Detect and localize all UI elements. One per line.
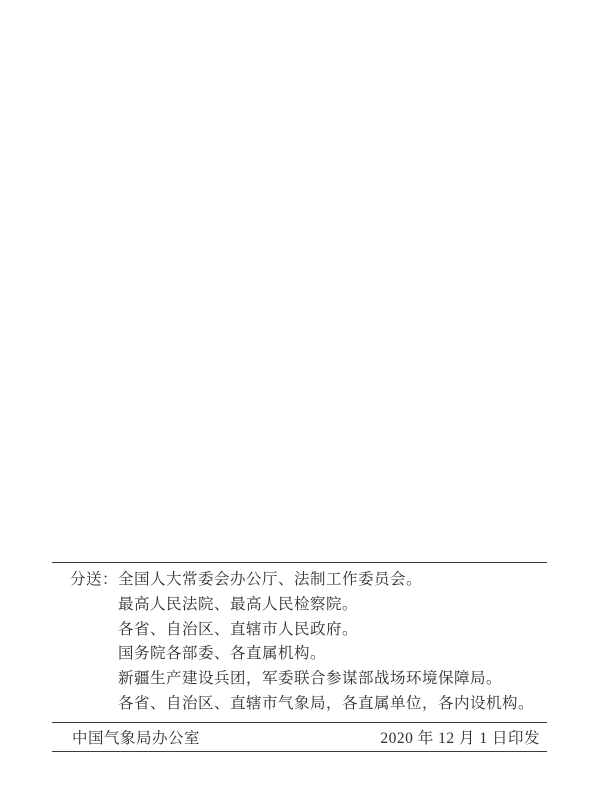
distribution-row	[52, 568, 547, 717]
distribution-block	[52, 562, 547, 717]
distribution-recipient-line: 全国人大常委会办公厅、法制工作委员会。	[118, 571, 423, 588]
distribution-recipient-line: 各省、自治区、直辖市气象局，各直属单位，各内设机构。	[118, 694, 535, 712]
distribution-recipient-line: 新疆生产建设兵团，军委联合参谋部战场环境保障局。	[118, 670, 503, 688]
print-date: 2020 年 12 月 1 日印发	[380, 730, 540, 747]
distribution-recipient-line: 各省、自治区、直辖市人民政府。	[118, 620, 359, 638]
print-footer-block	[52, 722, 547, 752]
issuing-office: 中国气象局办公室	[72, 730, 201, 747]
distribution-recipient-line: 最高人民法院、最高人民检察院。	[118, 595, 359, 613]
distribution-label: 分送：	[70, 571, 119, 588]
distribution-list	[118, 568, 547, 717]
distribution-recipient-line: 国务院各部委、各直属机构。	[118, 645, 327, 663]
